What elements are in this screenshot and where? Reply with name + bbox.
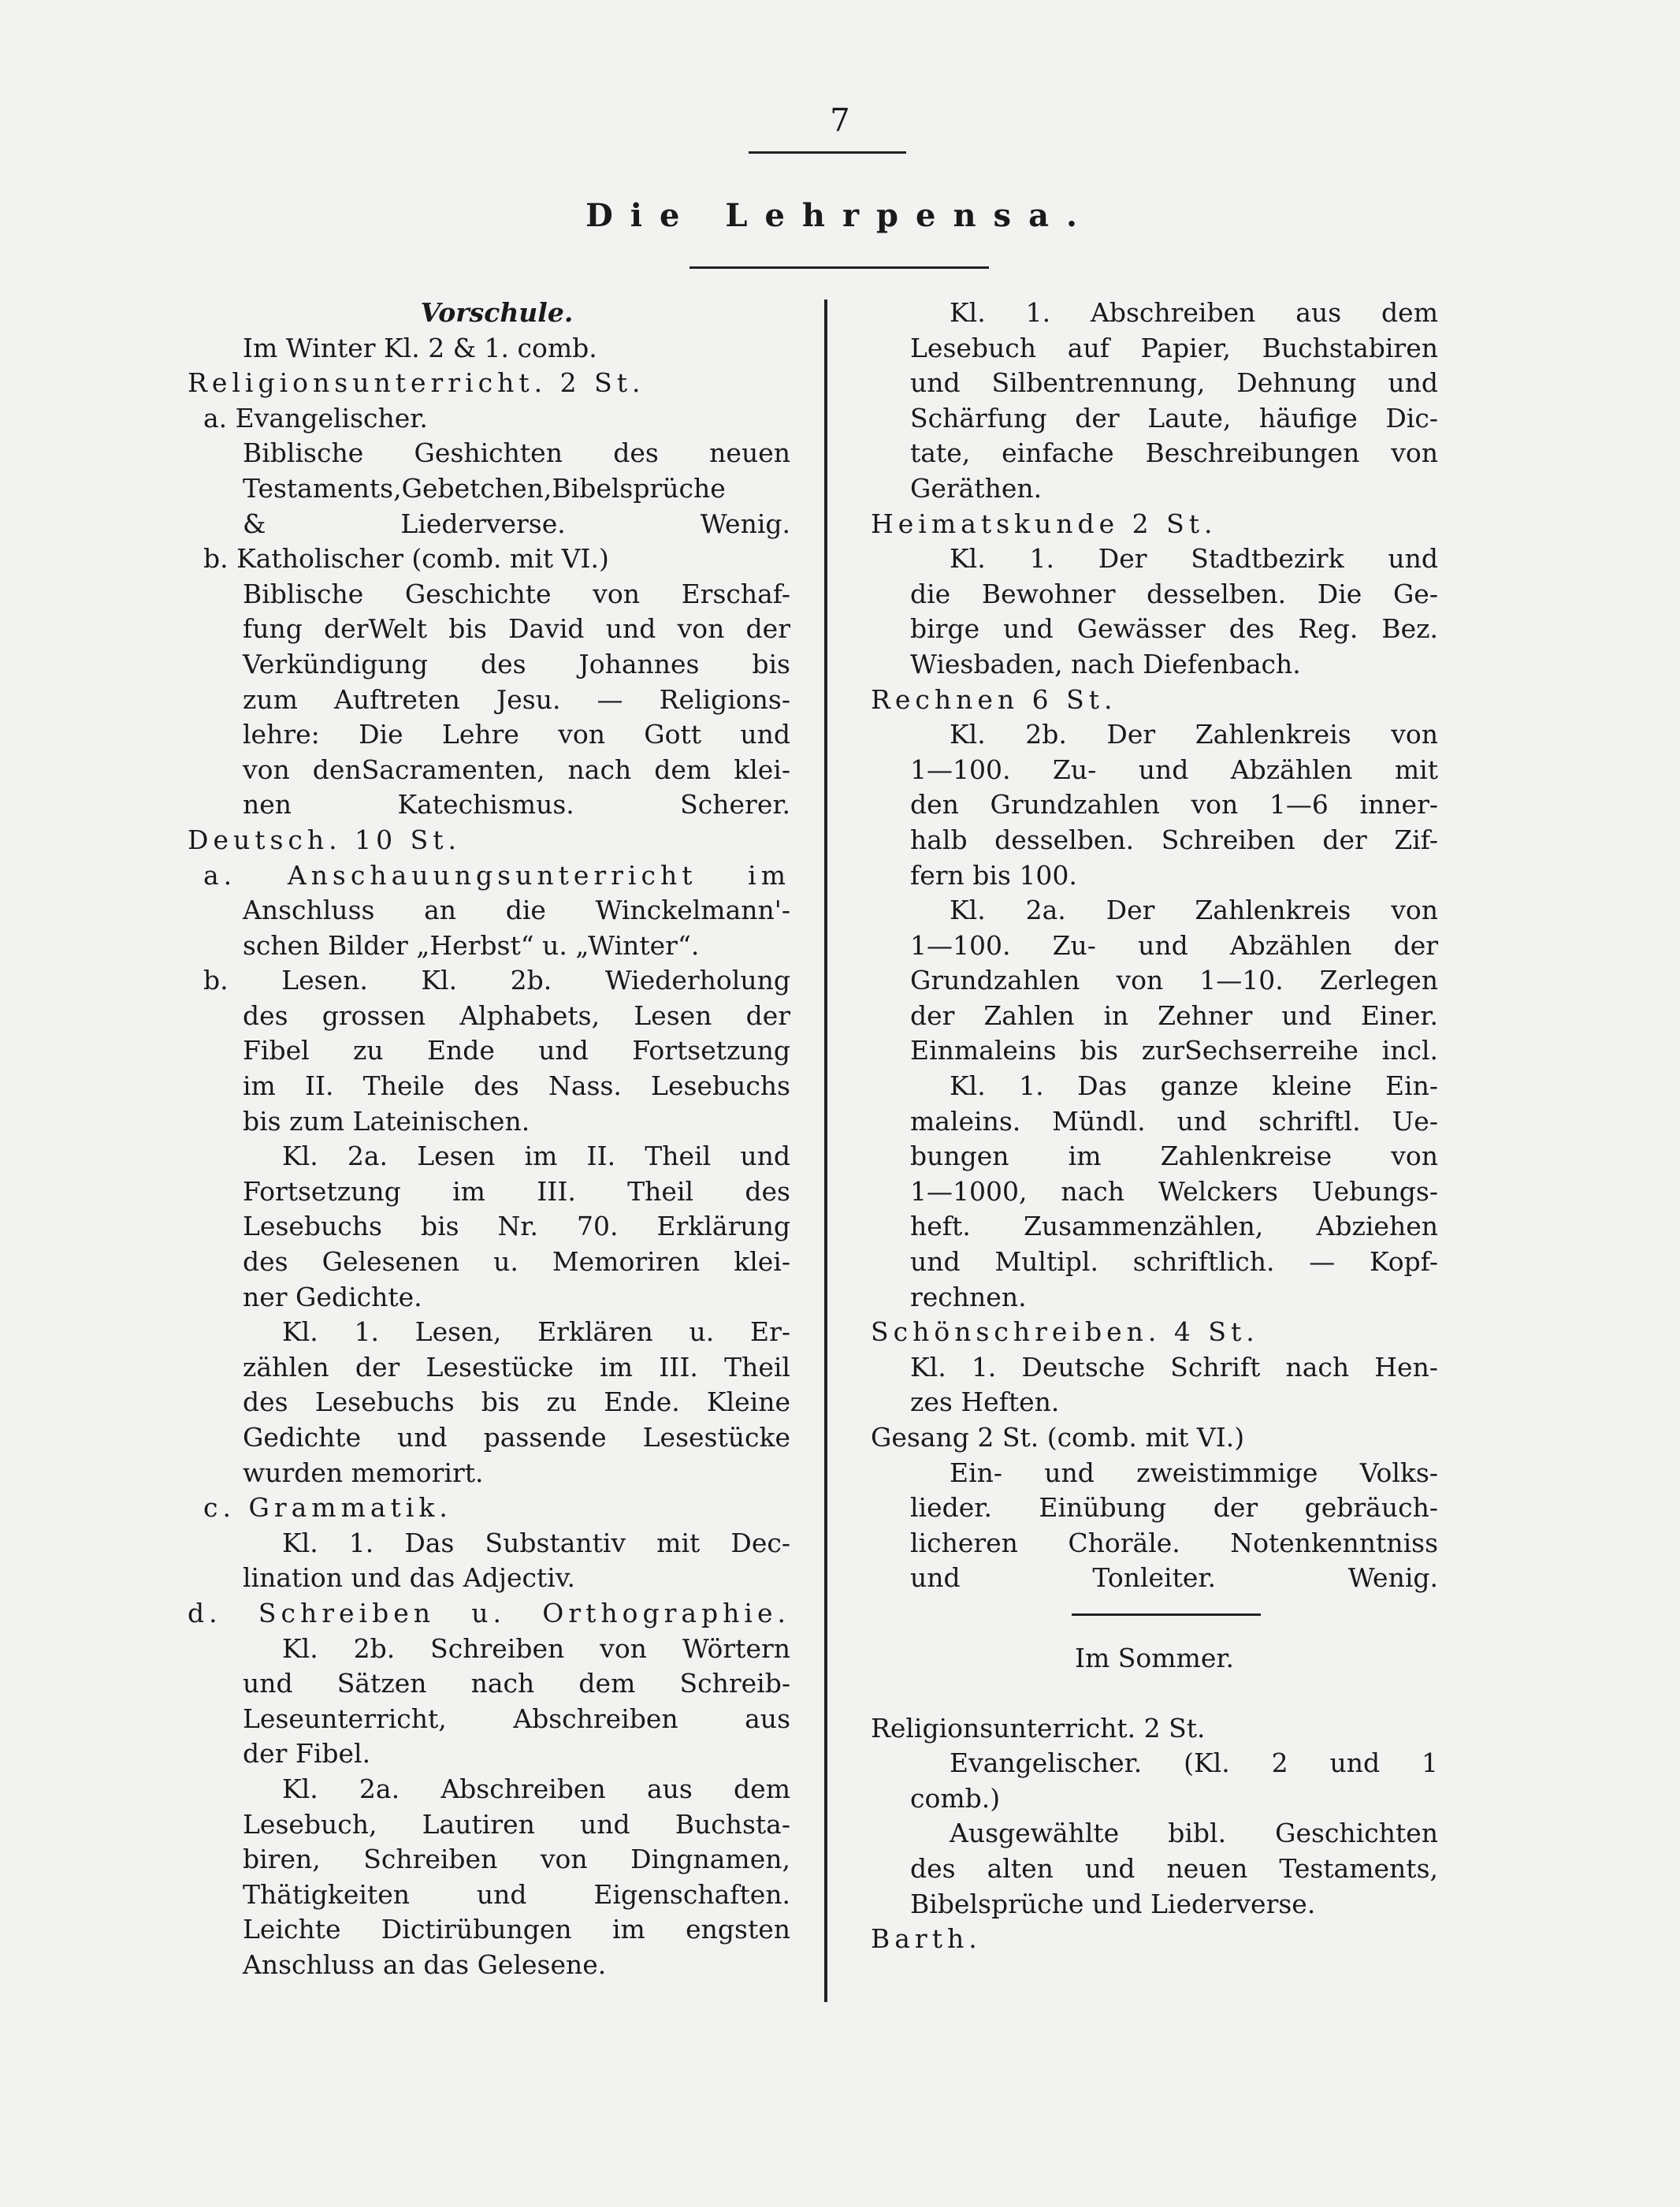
page-title: Die Lehrpensa. xyxy=(585,197,1095,234)
text-line: birge und Gewässer des Reg. Bez. xyxy=(910,613,1438,645)
text-line: & Liederverse. Wenig. xyxy=(243,508,790,539)
title-rule xyxy=(689,266,989,269)
text-line: zes Heften. xyxy=(910,1386,1060,1418)
text-line: Deutsch. 10 St. xyxy=(188,824,461,855)
text-line: Testaments,Gebetchen,Bibelsprüche xyxy=(243,472,726,504)
text-line: des Lesebuchs bis zu Ende. Kleine xyxy=(243,1386,790,1418)
text-line: biren, Schreiben von Dingnamen, xyxy=(243,1844,790,1875)
text-line: des Gelesenen u. Memoriren klei- xyxy=(243,1246,790,1278)
page-number: 7 xyxy=(830,102,850,139)
text-line: wurden memorirt. xyxy=(243,1457,484,1488)
text-line: tate, einfache Beschreibungen von xyxy=(910,437,1438,469)
text-line: 1—100. Zu- und Abzählen der xyxy=(910,929,1438,961)
text-line: rechnen. xyxy=(910,1281,1027,1312)
text-line: lehre: Die Lehre von Gott und xyxy=(243,719,790,750)
text-line: zum Auftreten Jesu. — Religions- xyxy=(243,683,790,715)
text-line: Rechnen 6 St. xyxy=(871,683,1117,715)
text-line: 1—1000, nach Welckers Uebungs- xyxy=(910,1175,1438,1207)
text-line: des alten und neuen Testaments, xyxy=(910,1852,1438,1884)
text-line: b. Lesen. Kl. 2b. Wiederholung xyxy=(203,965,790,996)
text-line: Lesebuchs bis Nr. 70. Erklärung xyxy=(243,1211,790,1242)
text-line: nen Katechismus. Scherer. xyxy=(243,789,790,821)
text-line: Kl. 1. Lesen, Erklären u. Er- xyxy=(282,1316,790,1348)
text-line: heft. Zusammenzählen, Abziehen xyxy=(910,1211,1438,1242)
text-line: Religionsunterricht. 2 St. xyxy=(871,1712,1206,1744)
text-line: Gedichte und passende Lesestücke xyxy=(243,1422,790,1453)
text-line: Kl. 2b. Schreiben von Wörtern xyxy=(282,1632,790,1664)
text-line: und Tonleiter. Wenig. xyxy=(910,1562,1438,1594)
text-line: Schönschreiben. 4 St. xyxy=(871,1316,1259,1348)
text-line: c. Grammatik. xyxy=(203,1492,452,1524)
column-separator xyxy=(824,300,827,2002)
text-line: Im Sommer. xyxy=(1074,1642,1235,1673)
text-line: lieder. Einübung der gebräuch- xyxy=(910,1492,1438,1524)
text-line: Fibel zu Ende und Fortsetzung xyxy=(243,1035,790,1066)
text-line: Anschluss an die Winckelmann'- xyxy=(243,895,790,926)
text-line: Kl. 1. Das Substantiv mit Dec- xyxy=(282,1527,790,1558)
text-line: der Zahlen in Zehner und Einer. xyxy=(910,999,1438,1031)
text-line: fung derWelt bis David und von der xyxy=(243,613,790,645)
text-line: des grossen Alphabets, Lesen der xyxy=(243,999,790,1031)
text-line: den Grundzahlen von 1—6 inner- xyxy=(910,789,1438,821)
text-line: Bibelsprüche und Liederverse. xyxy=(910,1888,1316,1919)
text-line: Verkündigung des Johannes bis xyxy=(243,648,790,679)
text-line xyxy=(871,1677,1438,1711)
text-line: Fortsetzung im III. Theil des xyxy=(243,1175,790,1207)
text-line: Kl. 2b. Der Zahlenkreis von xyxy=(950,719,1438,750)
right-column-lower xyxy=(871,1641,1438,1957)
text-line: Biblische Geschichte von Erschaf- xyxy=(243,578,790,609)
text-line: 1—100. Zu- und Abzählen mit xyxy=(910,754,1438,785)
text-line: Ein- und zweistimmige Volks- xyxy=(950,1457,1438,1488)
text-line: im II. Theile des Nass. Lesebuchs xyxy=(243,1070,790,1102)
text-line: fern bis 100. xyxy=(910,859,1077,891)
text-line: Kl. 2a. Lesen im II. Theil und xyxy=(282,1141,790,1172)
text-line: licheren Choräle. Notenkenntniss xyxy=(910,1527,1438,1558)
text-line: schen Bilder „Herbst“ u. „Winter“. xyxy=(243,929,700,961)
text-line: Kl. 1. Abschreiben aus dem xyxy=(950,297,1438,328)
text-line: Kl. 1. Deutsche Schrift nach Hen- xyxy=(910,1351,1438,1383)
text-line: a. Evangelischer. xyxy=(203,402,428,434)
text-line: b. Katholischer (comb. mit VI.) xyxy=(203,543,609,575)
text-line: zählen der Lesestücke im III. Theil xyxy=(243,1351,790,1383)
text-line: und Multipl. schriftlich. — Kopf- xyxy=(910,1246,1438,1278)
text-line: Biblische Geshichten des neuen xyxy=(243,437,790,469)
text-line: a. Anschauungsunterricht im xyxy=(203,859,790,891)
text-line: Anschluss an das Gelesene. xyxy=(243,1948,607,1980)
text-line: Vorschule. xyxy=(420,297,574,328)
text-line: Kl. 1. Der Stadtbezirk und xyxy=(950,543,1438,575)
text-line: Geräthen. xyxy=(910,472,1043,504)
right-column-upper xyxy=(871,296,1438,1596)
text-line: Schärfung der Laute, häufige Dic- xyxy=(910,402,1438,434)
section-rule xyxy=(1072,1613,1261,1616)
text-line: bis zum Lateinischen. xyxy=(243,1105,530,1137)
text-line: Religionsunterricht. 2 St. xyxy=(188,367,645,399)
text-line: Lesebuch auf Papier, Buchstabiren xyxy=(910,332,1438,363)
text-line: maleins. Mündl. und schriftl. Ue- xyxy=(910,1105,1438,1137)
text-line: Lesebuch, Lautiren und Buchsta- xyxy=(243,1808,790,1840)
text-line: Thätigkeiten und Eigenschaften. xyxy=(243,1878,790,1910)
text-line: der Fibel. xyxy=(243,1738,371,1770)
text-line: Grundzahlen von 1—10. Zerlegen xyxy=(910,965,1438,996)
header-rule xyxy=(749,151,906,154)
text-line: von denSacramenten, nach dem klei- xyxy=(243,754,790,785)
text-line: Ausgewählte bibl. Geschichten xyxy=(950,1818,1438,1849)
text-line: Kl. 2a. Abschreiben aus dem xyxy=(282,1773,790,1804)
text-line: comb.) xyxy=(910,1782,1001,1814)
text-line: und Sätzen nach dem Schreib- xyxy=(243,1668,790,1699)
text-line: die Bewohner desselben. Die Ge- xyxy=(910,578,1438,609)
text-line: Einmaleins bis zurSechserreihe incl. xyxy=(910,1035,1438,1066)
text-line: bungen im Zahlenkreise von xyxy=(910,1141,1438,1172)
text-line: lination und das Adjectiv. xyxy=(243,1562,576,1594)
text-line: ner Gedichte. xyxy=(243,1281,422,1312)
text-line: Kl. 1. Das ganze kleine Ein- xyxy=(950,1070,1438,1102)
text-line: Leichte Dictirübungen im engsten xyxy=(243,1914,790,1945)
text-line: Evangelischer. (Kl. 2 und 1 xyxy=(950,1747,1438,1779)
text-line: Heimatskunde 2 St. xyxy=(871,508,1217,539)
left-column xyxy=(188,296,790,1983)
text-line: Kl. 2a. Der Zahlenkreis von xyxy=(950,895,1438,926)
text-line: Gesang 2 St. (comb. mit VI.) xyxy=(871,1422,1245,1453)
text-line: und Silbentrennung, Dehnung und xyxy=(910,367,1438,399)
text-line: Wiesbaden, nach Diefenbach. xyxy=(910,648,1301,679)
text-line: Leseunterricht, Abschreiben aus xyxy=(243,1703,790,1734)
text-line: halb desselben. Schreiben der Zif- xyxy=(910,824,1438,855)
text-line: d. Schreiben u. Orthographie. xyxy=(188,1597,790,1628)
right-column xyxy=(871,296,1438,1957)
text-line: Barth. xyxy=(871,1923,982,1955)
text-line: Im Winter Kl. 2 & 1. comb. xyxy=(243,332,597,363)
